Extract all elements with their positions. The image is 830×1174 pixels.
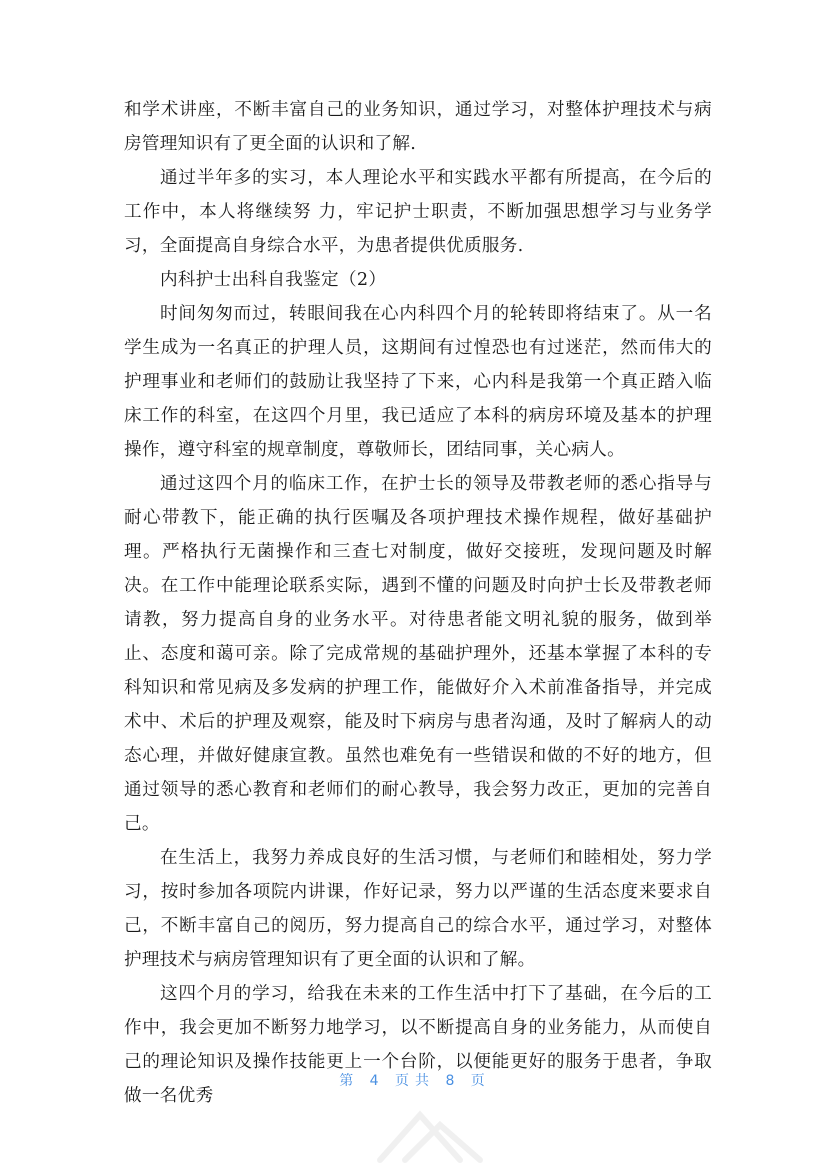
section-heading: 内科护士出科自我鉴定（2）: [160, 270, 387, 290]
page-number: 第 4 页共 8 页: [339, 1073, 491, 1089]
paragraph-internship-summary: 通过半年多的实习，本人理论水平和实践水平都有所提高，在今后的工作中，本人将继续努 力，牢记护士职责，不断加强思想学习与业务学习，全面提高自身综合水平，为患者提供优质服务.: [124, 168, 712, 256]
paragraph-life: 在生活上，我努力养成良好的生活习惯，与老师们和睦相处，努力学习，按时参加各项院内讲课，作好记录，努力以严谨的生活态度来要求自己，不断丰富自己的阅历，努力提高自己的综合水平，通过学习，对整体护理技术与病房管理知识有了更全面的认识和了解。: [124, 848, 712, 970]
paragraph-clinical-work: 通过这四个月的临床工作，在护士长的领导及带教老师的悉心指导与耐心带教下，能正确的执行医嘱及各项护理技术操作规程，做好基础护理。严格执行无菌操作和三查七对制度，做好交接班，发现问题及时解决。在工作中能理论联系实际，遇到不懂的问题及时向护士长及带教老师请教，努力提高自身的业务水平。对待患者能文明礼貌的服务，做到举止、态度和蔼可亲。除了完成常规的基础护理外，还基本掌握了本科的专科知识和常见病及多发病的护理工作，能做好介入术前准备指导，并完成术中、术后的护理及观察，能及时下病房与患者沟通，及时了解病人的动态心理，并做好健康宣教。虽然也难免有一些错误和做的不好的地方，但通过领导的悉心教育和老师们的耐心教导，我会努力改正，更加的完善自己。: [124, 474, 712, 834]
document-body: [124, 93, 712, 1113]
paragraph-future: 这四个月的学习，给我在未来的工作生活中打下了基础，在今后的工作中，我会更加不断努力地学习，以不断提高自身的业务能力，从而使自己的理论知识及操作技能更上一个台阶，以便能更好的服务于患者，争取做一名优秀: [124, 984, 712, 1106]
paragraph-continuation: 和学术讲座，不断丰富自己的业务知识，通过学习，对整体护理技术与病房管理知识有了更全面的认识和了解.: [124, 100, 712, 154]
paragraph-intro: 时间匆匆而过，转眼间我在心内科四个月的轮转即将结束了。从一名学生成为一名真正的护理人员，这期间有过惶恐也有过迷茫，然而伟大的护理事业和老师们的鼓励让我坚持了下来，心内科是我第一个真正踏入临床工作的科室，在这四个月里，我已适应了本科的病房环境及基本的护理操作，遵守科室的规章制度，尊敬师长，团结同事，关心病人。: [124, 304, 712, 460]
watermark-logo-icon: [360, 1105, 500, 1165]
